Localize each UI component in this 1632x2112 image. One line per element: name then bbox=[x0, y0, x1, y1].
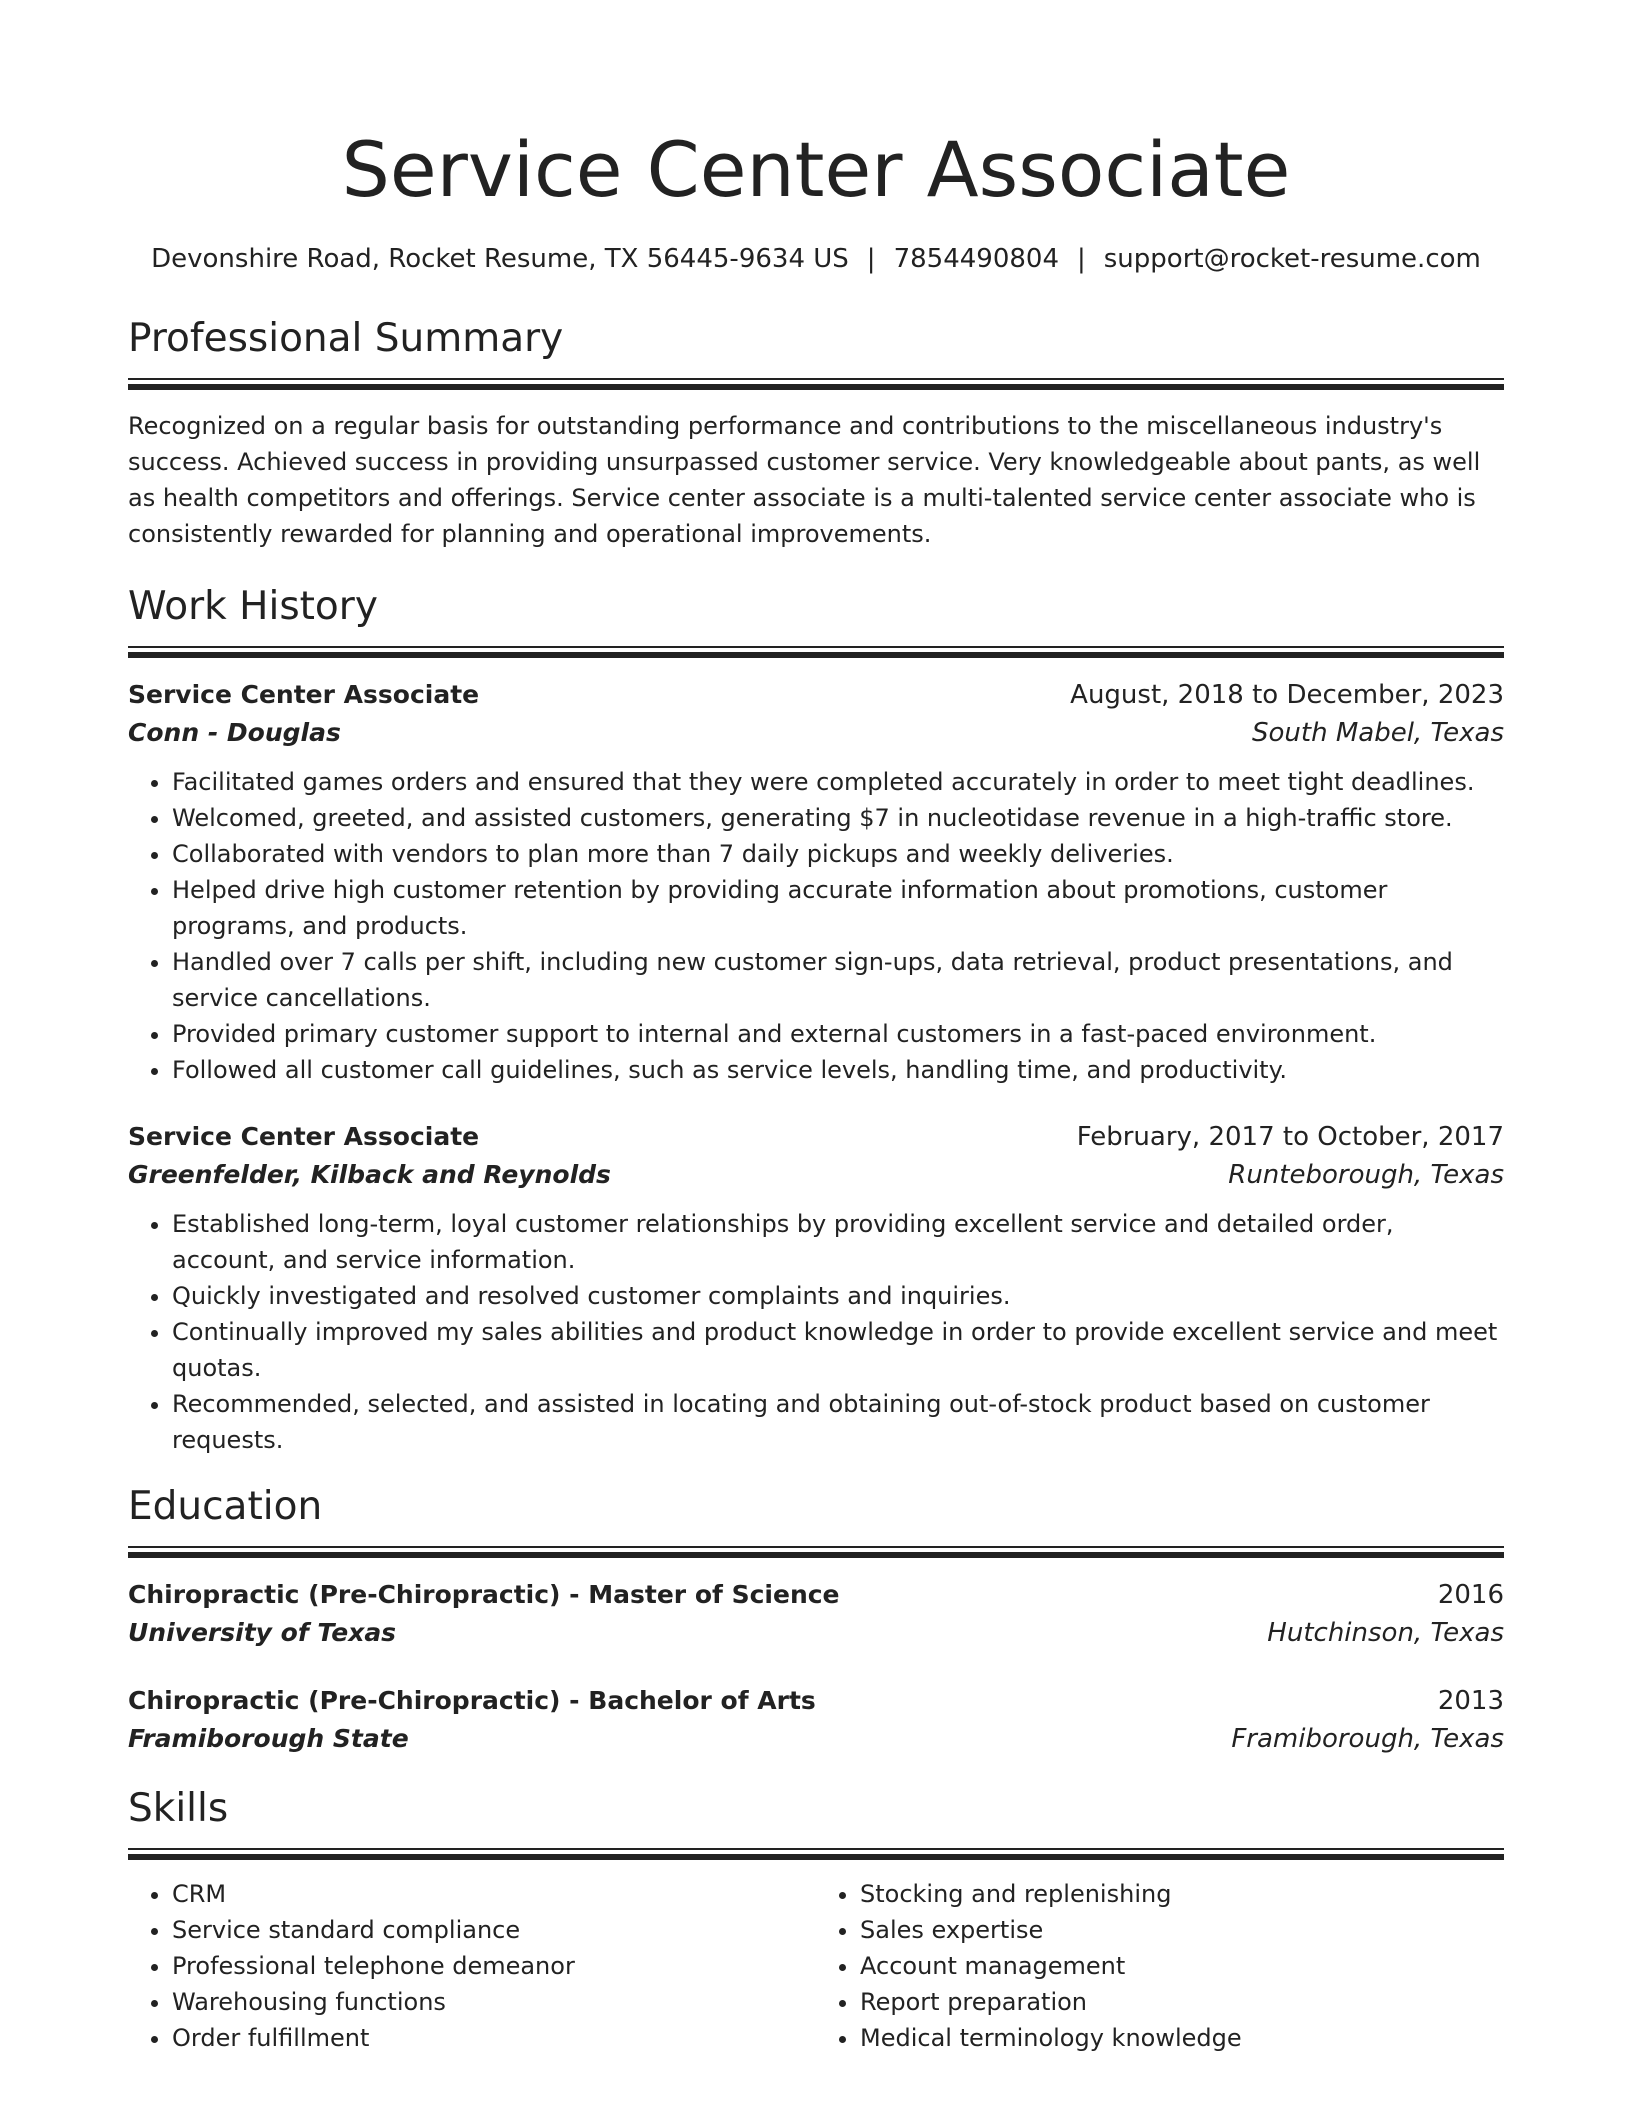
list-item: • Quickly investigated and resolved customer complaints and inquiries. bbox=[172, 1278, 1504, 1314]
section-title-skills: Skills bbox=[128, 1786, 229, 1831]
education-entry bbox=[128, 1682, 1504, 1758]
list-item: • Handled over 7 calls per shift, including new customer sign-ups, data retrieval, product presentations, and service cancellations. bbox=[172, 944, 1504, 1016]
skill-item: • Professional telephone demeanor bbox=[172, 1948, 816, 1984]
graduation-year: 2013 bbox=[1437, 1686, 1504, 1716]
job-bullets bbox=[128, 764, 1504, 1088]
skill-item: • Report preparation bbox=[860, 1984, 1504, 2020]
skill-item: • Sales expertise bbox=[860, 1912, 1504, 1948]
list-item: • Continually improved my sales abilities and product knowledge in order to provide excellent service and meet quotas. bbox=[172, 1314, 1504, 1386]
list-item: • Helped drive high customer retention by providing accurate information about promotions, customer programs, and products. bbox=[172, 872, 1504, 944]
skills-list-left bbox=[128, 1876, 816, 2056]
section-divider bbox=[128, 646, 1504, 658]
job-title: Service Center Associate bbox=[128, 1122, 480, 1151]
work-history-section bbox=[128, 582, 1504, 1458]
job-entry bbox=[128, 1118, 1504, 1458]
skill-item: • Order fulfillment bbox=[172, 2020, 816, 2056]
job-bullets bbox=[128, 1206, 1504, 1458]
degree: Chiropractic (Pre-Chiropractic) - Master of Science bbox=[128, 1580, 840, 1609]
list-item: • Followed all customer call guidelines, such as service levels, handling time, and productivity. bbox=[172, 1052, 1504, 1088]
list-item: • Welcomed, greeted, and assisted customers, generating $7 in nucleotidase revenue in a high-traffic store. bbox=[172, 800, 1504, 836]
job-location: Runteborough, Texas bbox=[1228, 1160, 1504, 1190]
email: support@rocket-resume.com bbox=[1103, 244, 1481, 274]
skills-columns bbox=[128, 1876, 1504, 2056]
skill-item: • Medical terminology knowledge bbox=[860, 2020, 1504, 2056]
section-divider bbox=[128, 378, 1504, 390]
address: Devonshire Road, Rocket Resume, TX 56445-9634 US bbox=[151, 244, 849, 274]
company-name: Conn - Douglas bbox=[128, 718, 341, 747]
section-title-work-history: Work History bbox=[128, 584, 378, 629]
skills-list-right bbox=[816, 1876, 1504, 2056]
skill-item: • Stocking and replenishing bbox=[860, 1876, 1504, 1912]
education-section bbox=[128, 1482, 1504, 1758]
education-entry bbox=[128, 1576, 1504, 1652]
graduation-year: 2016 bbox=[1437, 1580, 1504, 1610]
degree: Chiropractic (Pre-Chiropractic) - Bachelor of Arts bbox=[128, 1686, 816, 1715]
section-divider bbox=[128, 1848, 1504, 1860]
job-title: Service Center Associate bbox=[128, 680, 480, 709]
job-entry bbox=[128, 676, 1504, 1088]
section-title-education: Education bbox=[128, 1484, 323, 1529]
list-item: • Recommended, selected, and assisted in locating and obtaining out-of-stock product based on customer requests. bbox=[172, 1386, 1504, 1458]
candidate-name: Service Center Associate bbox=[341, 125, 1291, 214]
summary-section bbox=[128, 314, 1504, 552]
skill-item: • Service standard compliance bbox=[172, 1912, 816, 1948]
section-title-summary: Professional Summary bbox=[128, 316, 564, 361]
skill-item: • CRM bbox=[172, 1876, 816, 1912]
phone: 7854490804 bbox=[893, 244, 1059, 274]
summary-text: Recognized on a regular basis for outstanding performance and contributions to the miscellaneous industry's success. Achieved success in providing unsurpassed customer service. Very knowledgeable about pants, as well as health competitors and offerings. Service center associate is a multi-talented service center associate who is consistently rewarded for planning and operational improvements. bbox=[128, 412, 1481, 548]
company-name: Greenfelder, Kilback and Reynolds bbox=[128, 1160, 611, 1189]
job-dates: February, 2017 to October, 2017 bbox=[1076, 1122, 1504, 1152]
list-item: • Established long-term, loyal customer relationships by providing excellent service and detailed order, account, and service information. bbox=[172, 1206, 1504, 1278]
list-item: • Collaborated with vendors to plan more than 7 daily pickups and weekly deliveries. bbox=[172, 836, 1504, 872]
list-item: • Provided primary customer support to internal and external customers in a fast-paced environment. bbox=[172, 1016, 1504, 1052]
section-divider bbox=[128, 1546, 1504, 1558]
skill-item: • Account management bbox=[860, 1948, 1504, 1984]
job-dates: August, 2018 to December, 2023 bbox=[1070, 680, 1504, 710]
contact-line bbox=[128, 242, 1504, 276]
skill-item: • Warehousing functions bbox=[172, 1984, 816, 2020]
skills-section bbox=[128, 1784, 1504, 2056]
school-location: Framiborough, Texas bbox=[1231, 1724, 1504, 1754]
job-location: South Mabel, Texas bbox=[1252, 718, 1504, 748]
list-item: • Facilitated games orders and ensured that they were completed accurately in order to meet tight deadlines. bbox=[172, 764, 1504, 800]
school-name: University of Texas bbox=[128, 1618, 397, 1647]
school-location: Hutchinson, Texas bbox=[1267, 1618, 1504, 1648]
school-name: Framiborough State bbox=[128, 1724, 409, 1753]
separator: | bbox=[866, 244, 876, 274]
separator: | bbox=[1076, 244, 1086, 274]
